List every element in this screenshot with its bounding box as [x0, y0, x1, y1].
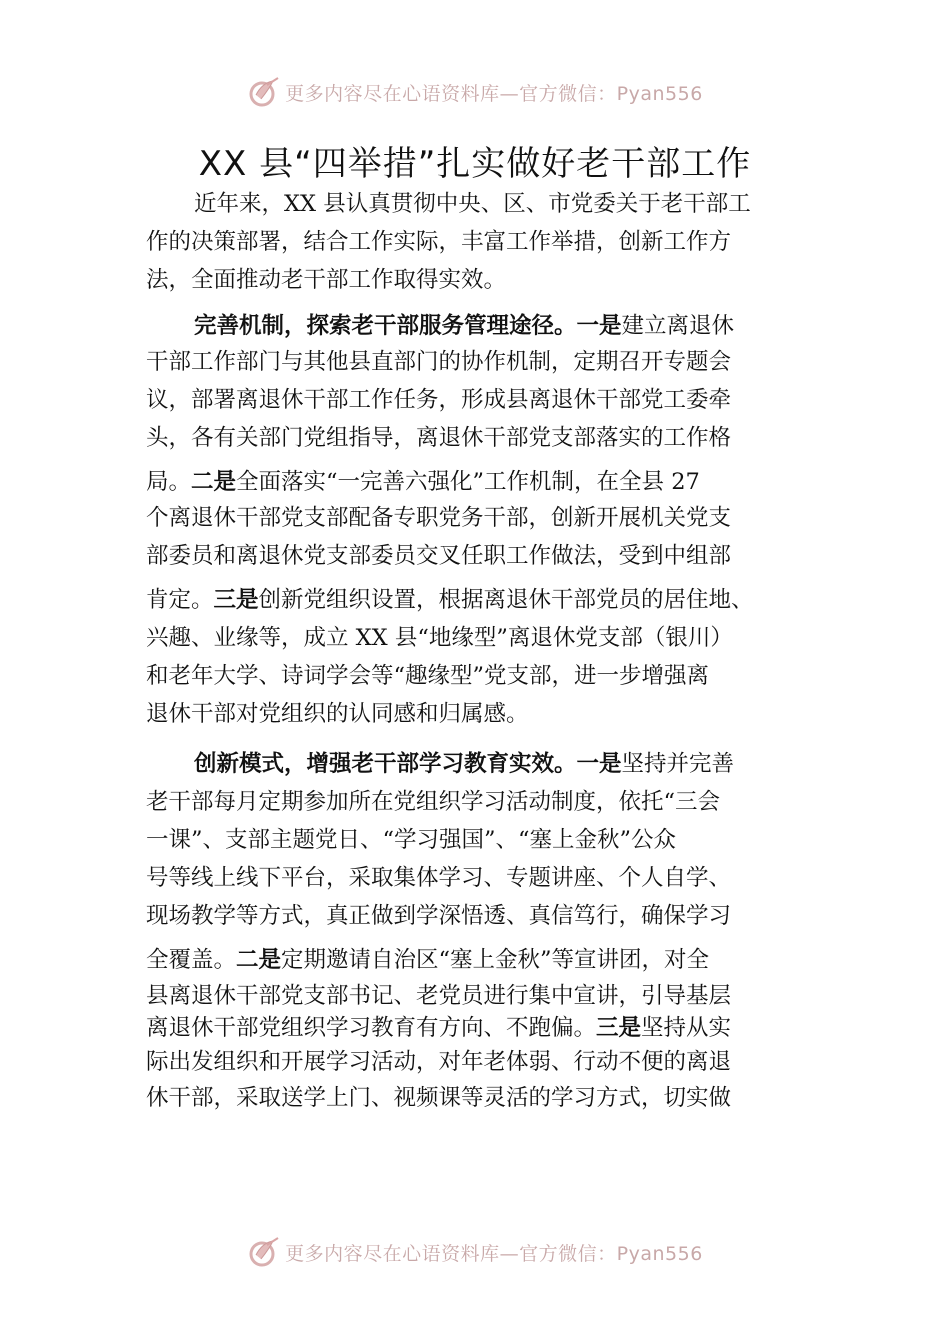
text-run: 个离退休干部党支部配备专职党务干部，创新开展机关党支 — [146, 505, 732, 531]
body-line — [194, 746, 734, 778]
wechat-id: Pyan556 — [616, 82, 703, 105]
body-line — [146, 262, 506, 294]
body-line — [194, 186, 751, 218]
body-line — [146, 942, 709, 974]
body-line — [146, 1044, 731, 1076]
body-line — [146, 898, 731, 930]
body-line — [146, 620, 733, 652]
text-run: 现场教学等方式，真正做到学深悟透、真信笃行，确保学习 — [146, 903, 732, 929]
body-line — [146, 658, 709, 690]
text-run: 作的决策部署，结合工作实际，丰富工作举措，创新工作方 — [146, 229, 732, 255]
body-line — [146, 382, 731, 414]
text-run: 全覆盖。 — [146, 947, 237, 973]
bold-phrase: 二是 — [236, 947, 282, 973]
text-run: 号等线上线下平台，采取集体学习、专题讲座、个人自学、 — [146, 865, 732, 891]
text-run: 干部工作部门与其他县直部门的协作机制，定期召开专题会 — [146, 349, 732, 375]
footer-watermark — [0, 1232, 950, 1272]
document-title: XX 县“四举措”扎实做好老干部工作 — [198, 144, 752, 184]
bold-phrase: 二是 — [191, 469, 237, 495]
text-run: 创新党组织设置，根据离退休干部党员的居住地、 — [258, 587, 754, 613]
text-run: 一课”、支部主题党日、“学习强国”、“塞上金秋”公众 — [146, 827, 677, 853]
body-line — [146, 978, 731, 1010]
text-run: 老干部每月定期参加所在党组织学习活动制度，依托“三会 — [146, 789, 721, 815]
text-run: 部委员和离退休党支部委员交叉任职工作做法，受到中组部 — [146, 543, 732, 569]
body-line — [146, 344, 731, 376]
body-line — [146, 860, 731, 892]
text-run: 退休干部对党组织的认同感和归属感。 — [146, 701, 529, 727]
body-line — [146, 538, 731, 570]
body-line — [194, 308, 734, 340]
wechat-id: Pyan556 — [616, 1242, 703, 1265]
text-run: 坚持从实 — [641, 1015, 732, 1041]
text-run: 肯定。 — [146, 587, 214, 613]
text-run: 兴趣、业缘等，成立 XX 县“地缘型”离退休党支部（银川） — [146, 625, 733, 651]
body-line — [146, 1010, 731, 1042]
text-run: 全面落实“一完善六强化”工作机制，在全县 27 — [236, 469, 700, 495]
header-watermark — [0, 72, 950, 112]
body-line — [146, 464, 700, 496]
body-line — [146, 420, 731, 452]
brand-logo-icon — [247, 75, 281, 109]
bold-phrase: 完善机制，探索老干部服务管理途径。 — [194, 313, 577, 339]
bold-phrase: 一是 — [576, 751, 622, 777]
text-run: 议，部署离退休干部工作任务，形成县离退休干部党工委牵 — [146, 387, 732, 413]
body-line — [146, 582, 754, 614]
text-run: 定期邀请自治区“塞上金秋”等宣讲团，对全 — [281, 947, 710, 973]
text-run: 际出发组织和开展学习活动，对年老体弱、行动不便的离退 — [146, 1049, 732, 1075]
text-run: 坚持并完善 — [621, 751, 735, 777]
body-line — [146, 784, 720, 816]
text-run: 建立离退休 — [621, 313, 735, 339]
body-line — [146, 822, 676, 854]
text-run: 离退休干部党组织学习教育有方向、不跑偏。 — [146, 1015, 597, 1041]
text-run: 头，各有关部门党组指导，离退休干部党支部落实的工作格 — [146, 425, 732, 451]
text-run: 法，全面推动老干部工作取得实效。 — [146, 267, 507, 293]
text-run: 和老年大学、诗词学会等“趣缘型”党支部，进一步增强离 — [146, 663, 710, 689]
bold-phrase: 三是 — [596, 1015, 642, 1041]
text-run: 近年来，XX 县认真贯彻中央、区、市党委关于老干部工 — [194, 191, 751, 217]
text-run: 县离退休干部党支部书记、老党员进行集中宣讲，引导基层 — [146, 983, 732, 1009]
body-line — [146, 224, 731, 256]
bold-phrase: 创新模式，增强老干部学习教育实效。 — [194, 751, 577, 777]
body-line — [146, 1080, 731, 1112]
watermark-text: 更多内容尽在心语资料库—官方微信：Pyan556 — [285, 1242, 703, 1265]
bold-phrase: 三是 — [213, 587, 259, 613]
text-run: 局。 — [146, 469, 192, 495]
brand-logo-icon — [247, 1235, 281, 1269]
watermark-text: 更多内容尽在心语资料库—官方微信：Pyan556 — [285, 82, 703, 105]
body-line — [146, 696, 529, 728]
body-line — [146, 500, 731, 532]
bold-phrase: 一是 — [576, 313, 622, 339]
text-run: 休干部，采取送学上门、视频课等灵活的学习方式，切实做 — [146, 1085, 732, 1111]
